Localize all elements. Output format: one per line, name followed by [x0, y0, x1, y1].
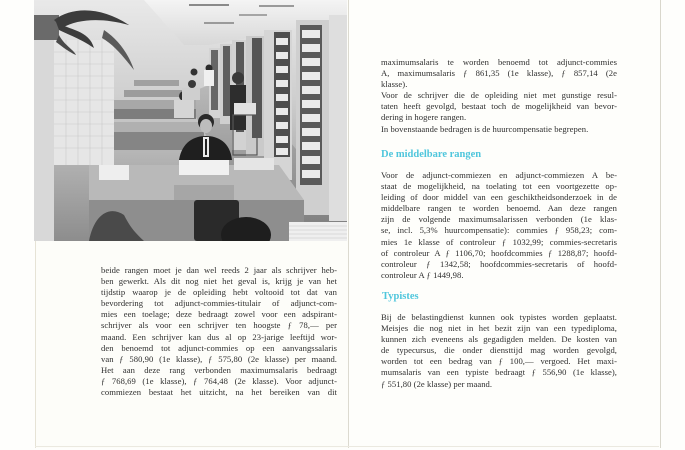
- text-line: tijdstip waarop je de opleiding hebt voltooid tot dat van: [101, 287, 337, 298]
- text-line: zijn de volgende maximumsalarissen verbonden (1e klas-: [381, 214, 617, 225]
- text-line: den benoemd tot adjunct-commies op een aanvangssalaris: [101, 342, 337, 353]
- text-line: leiding of door middel van een geschiktheidsonderzoek in de: [381, 192, 617, 203]
- text-line: ƒ 551,80 (2e klasse) per maand.: [381, 378, 493, 389]
- text-line: mies een toelage; deze bedraagt zowel voor een adspirant-: [101, 309, 337, 320]
- heading-typistes: Typistes: [382, 291, 419, 302]
- text-line: kunnen zich eveneens als gegadigden melden. De kosten van: [381, 334, 617, 345]
- text-line: worden tot een bedrag van ƒ 100,— vergoed. Het maxi-: [381, 356, 617, 367]
- left-page-paragraph: [101, 265, 337, 398]
- text-line: A, maximumsalaris ƒ 861,35 (1e klasse), ƒ 857,14 (2e: [381, 68, 617, 79]
- text-line: de typecursus, die onder diensttijd mag worden gevolgd,: [381, 345, 617, 356]
- text-line: commiezen bestaat het uitzicht, na het bereiken van dit: [101, 387, 337, 398]
- text-line: mumsalaris van een typiste bedraagt ƒ 556,90 (1e klasse),: [381, 367, 617, 378]
- text-line: beide rangen moet je dan wel reeds 2 jaar als schrijver heb-: [101, 265, 337, 275]
- text-line: ben gewerkt. Als dit nog niet het geval is, krijg je van het: [101, 276, 337, 287]
- text-line: bevordering tot adjunct-commies-titulair of adjunct-com-: [101, 298, 337, 309]
- text-line: Voor de schrijver die de opleiding niet met gunstige resul-: [381, 90, 617, 101]
- text-line: Meisjes die nog niet in het bezit zijn van een typediploma,: [381, 323, 617, 334]
- text-line: middelbare rangen te worden benoemd. Aan deze rangen: [381, 203, 617, 214]
- text-line: maand. Een schrijver kan dus al op 23-jarige leeftijd wor-: [101, 331, 337, 342]
- text-line: controleur ƒ 1342,58; hoofdcommies-secretaris of hoofd-: [381, 258, 617, 269]
- text-line: schrijver als voor een schrijver ten hoogste ƒ 78,— per: [101, 320, 337, 331]
- office-archive-photo: [34, 0, 347, 241]
- text-line: taten heeft gevolgd, bestaat toch de mogelijkheid van bevor-: [381, 101, 617, 112]
- text-line: Het aan deze rang verbonden maximumsalaris bedraagt: [101, 364, 337, 375]
- right-intro-paragraph: [381, 57, 617, 135]
- text-line: Voor de adjunct-commiezen en adjunct-commiezen A be-: [381, 170, 617, 180]
- text-line: klasse).: [381, 79, 408, 90]
- text-line: maximumsalaris te worden benoemd tot adjunct-commies: [381, 57, 617, 67]
- text-line: dering in hogere rangen.: [381, 112, 467, 123]
- tiled-wall: [54, 40, 114, 165]
- text-line: Bij de belastingdienst kunnen ook typistes worden geplaatst.: [381, 312, 617, 322]
- text-line: mies 1e klasse of controleur ƒ 1032,99; commies-secretaris: [381, 236, 617, 247]
- page-bottom-edge: [35, 446, 659, 447]
- middelbare-rangen-paragraph: [381, 170, 617, 281]
- heading-middelbare-rangen: De middelbare rangen: [381, 149, 482, 160]
- text-line: se, incl. 5,3% huurcompensatie): commies ƒ 958,23; com-: [381, 225, 617, 236]
- photo-illustration: [34, 0, 347, 241]
- text-line: controleur A ƒ 1449,98.: [381, 269, 464, 280]
- text-line: van ƒ 580,90 (1e klasse), ƒ 575,80 (2e klasse) per maand.: [101, 353, 337, 364]
- text-line: ƒ 768,69 (1e klasse), ƒ 764,48 (2e klasse). Voor adjunct-: [101, 375, 337, 386]
- text-line: of controleur A ƒ 1106,70; hoofdcommies ƒ 1288,87; hoofd-: [381, 247, 617, 258]
- text-line: staat de mogelijkheid, na toelating tot een voortgezette op-: [381, 181, 617, 192]
- typistes-paragraph: [381, 312, 617, 390]
- text-line: In bovenstaande bedragen is de huurcompensatie begrepen.: [381, 123, 589, 134]
